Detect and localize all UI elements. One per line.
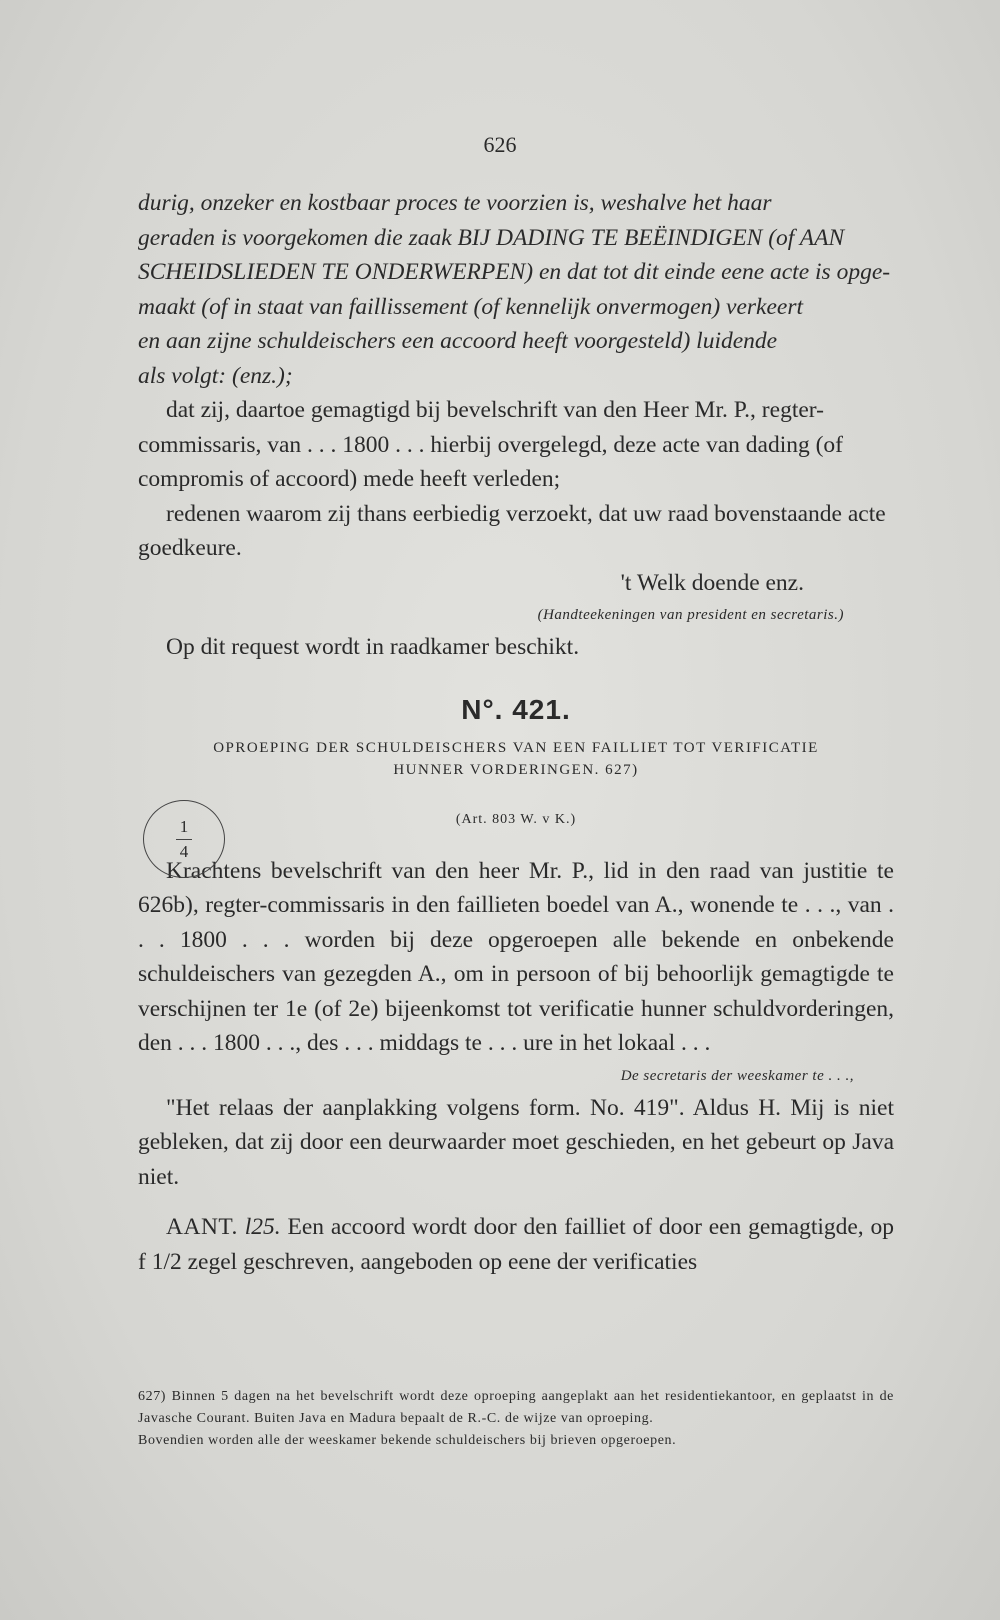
form-heading-line1: OPROEPING DER SCHULDEISCHERS VAN EEN FAILLIET TOT VERIFICATIE — [213, 740, 819, 756]
text-line: en aan zijne schuldeischers een accoord heeft voorgesteld) luidende — [138, 328, 778, 354]
note-label: AANT. — [166, 1214, 238, 1240]
form-number: N°. 421. — [461, 693, 571, 725]
third-paragraph: redenen waarom zij thans eerbiedig verzoekt, dat uw raad bovenstaande acte goedkeure. — [138, 500, 886, 561]
text-line: SCHEIDSLIEDEN TE ONDERWERPEN) en dat tot dit einde eene acte is opge- — [138, 259, 891, 285]
signatures-note: (Handteekeningen van president en secretaris.) — [537, 607, 844, 623]
summons-paragraph: Krachtens bevelschrift van den heer Mr. P., lid in den raad van justitie te 626b), regter-commissaris in den faillieten boedel van A., wonende te . . ., van . . . 1800 . . . worden bij deze opgeroepen alle bekende en onbekende schuldeischers van gezegden A., om in persoon of bij behoorlijk gemagtigde te verschijnen ter 1e (of 2e) bijeenkomst tot verificatie hunner schuldvorderingen, den . . . 1800 . . ., des . . . middags te . . . ure in het lokaal . . . — [138, 857, 894, 1056]
top-paragraph — [138, 186, 894, 393]
note-paragraph — [138, 1210, 894, 1279]
note-text: Een accoord wordt door den failliet of door een gemagtigde, op f 1/2 zegel geschreven, aangeboden op eene der verificaties — [138, 1214, 895, 1275]
stamp-denominator: 4 — [179, 841, 189, 861]
quote-paragraph: "Het relaas der aanplakking volgens form. No. 419". Aldus H. Mij is niet gebleken, dat zij door een deurwaarder moet geschieden, en het gebeurt op Java niet. — [138, 1094, 894, 1190]
stamp-numerator: 1 — [179, 816, 189, 836]
footnote-continuation: Bovendien worden alle der weeskamer bekende schuldeischers bij brieven opgeroepen. — [138, 1433, 677, 1448]
text-line: geraden is voorgekomen die zaak BIJ DADING TE BEËINDIGEN (of AAN — [138, 224, 845, 251]
text-line: maakt (of in staat van faillissement (of kennelijk onvermogen) verkeert — [138, 293, 803, 320]
summons-signature: De secretaris der weeskamer te . . ., — [620, 1067, 854, 1084]
main-text-block — [138, 186, 894, 1279]
footnotes — [138, 1386, 894, 1452]
note-reference: l25. — [244, 1214, 281, 1240]
text-line: als volgt: (enz.); — [138, 362, 293, 389]
decision-line: Op dit request wordt in raadkamer beschikt. — [166, 634, 580, 660]
fraction-stamp — [143, 800, 225, 878]
article-reference: (Art. 803 W. v K.) — [455, 812, 577, 827]
fraction-bar — [176, 839, 192, 840]
second-paragraph: dat zij, daartoe gemagtigd bij bevelschrift van den Heer Mr. P., regter-commissaris, van . . . 1800 . . . hierbij overgelegd, deze acte van dading (of compromis of accoord) mede heeft verleden; — [138, 397, 844, 492]
closing-formula: 't Welk doende enz. — [620, 569, 804, 596]
text-line: durig, onzeker en kostbaar proces te voorzien is, weshalve het haar — [138, 190, 772, 216]
page-number: 626 — [483, 132, 517, 157]
footnote-627: 627) Binnen 5 dagen na het bevelschrift wordt deze oproeping aangeplakt aan het residentiekantoor, en geplaatst in de Javasche Courant. Buiten Java en Madura bepaalt de R.-C. de wijze van oproeping. — [138, 1389, 894, 1426]
form-heading-line2: HUNNER VORDERINGEN. 627) — [393, 762, 639, 778]
